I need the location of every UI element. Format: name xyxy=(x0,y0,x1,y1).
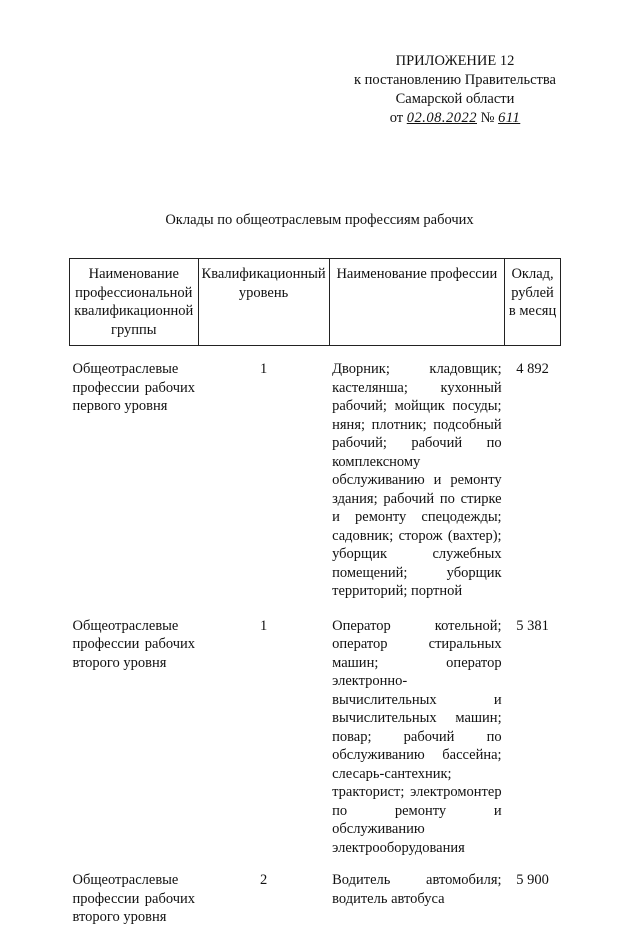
header-profession: Наименование профессии xyxy=(329,259,504,346)
cell-level: 2 xyxy=(259,872,268,888)
document-title: Оклады по общеотраслевым профессиям рабочих xyxy=(165,212,474,228)
header-level: Квалификационный уровень xyxy=(198,259,329,346)
table-row xyxy=(70,601,561,858)
cell-group: Общеотраслевые профессии рабочих первого уровня xyxy=(72,361,196,414)
date-line xyxy=(340,109,570,128)
date-prefix: от xyxy=(389,110,404,126)
cell-salary: 5 900 xyxy=(516,872,549,888)
salary-table xyxy=(69,258,561,927)
number-prefix: № xyxy=(480,110,495,126)
table-row xyxy=(70,857,561,927)
cell-professions: Дворник; кладовщик; кастелянша; кухонный рабочий; мойщик посуды; няня; плотник; подсобный рабочий; рабочий по комплексному обслуживанию и ремонту здания; рабочий по стирке и ремонту спецодежды; садовник; сторож (вахтер); уборщик служебных помещений; уборщик территорий; портной xyxy=(332,361,502,599)
header-salary: Оклад, рублей в месяц xyxy=(505,259,561,346)
cell-level: 1 xyxy=(259,617,268,634)
appendix-header xyxy=(340,52,570,128)
appendix-number: ПРИЛОЖЕНИЕ 12 xyxy=(395,53,515,69)
table-row xyxy=(70,346,561,601)
region-name: Самарской области xyxy=(395,91,515,107)
cell-professions: Оператор котельной; оператор стиральных машин; оператор электронно-вычислительных и вычислительных машин; повар; рабочий по обслуживанию бассейна; слесарь-сантехник; тракторист; электромонтер по ремонту и обслуживанию электрооборудования xyxy=(332,617,502,856)
number-value: 611 xyxy=(498,110,521,126)
cell-level: 1 xyxy=(259,361,268,377)
cell-group: Общеотраслевые профессии рабочих второго уровня xyxy=(72,872,196,925)
cell-salary: 5 381 xyxy=(516,617,549,634)
date-value: 02.08.2022 xyxy=(406,110,477,126)
header-group: Наименование профессиональной квалификационной группы xyxy=(70,259,199,346)
cell-salary: 4 892 xyxy=(516,361,549,377)
cell-group: Общеотраслевые профессии рабочих второго уровня xyxy=(72,617,196,671)
cell-professions: Водитель автомобиля; водитель автобуса xyxy=(332,872,502,907)
resolution-reference: к постановлению Правительства xyxy=(354,72,556,88)
table-header-row xyxy=(70,259,561,346)
